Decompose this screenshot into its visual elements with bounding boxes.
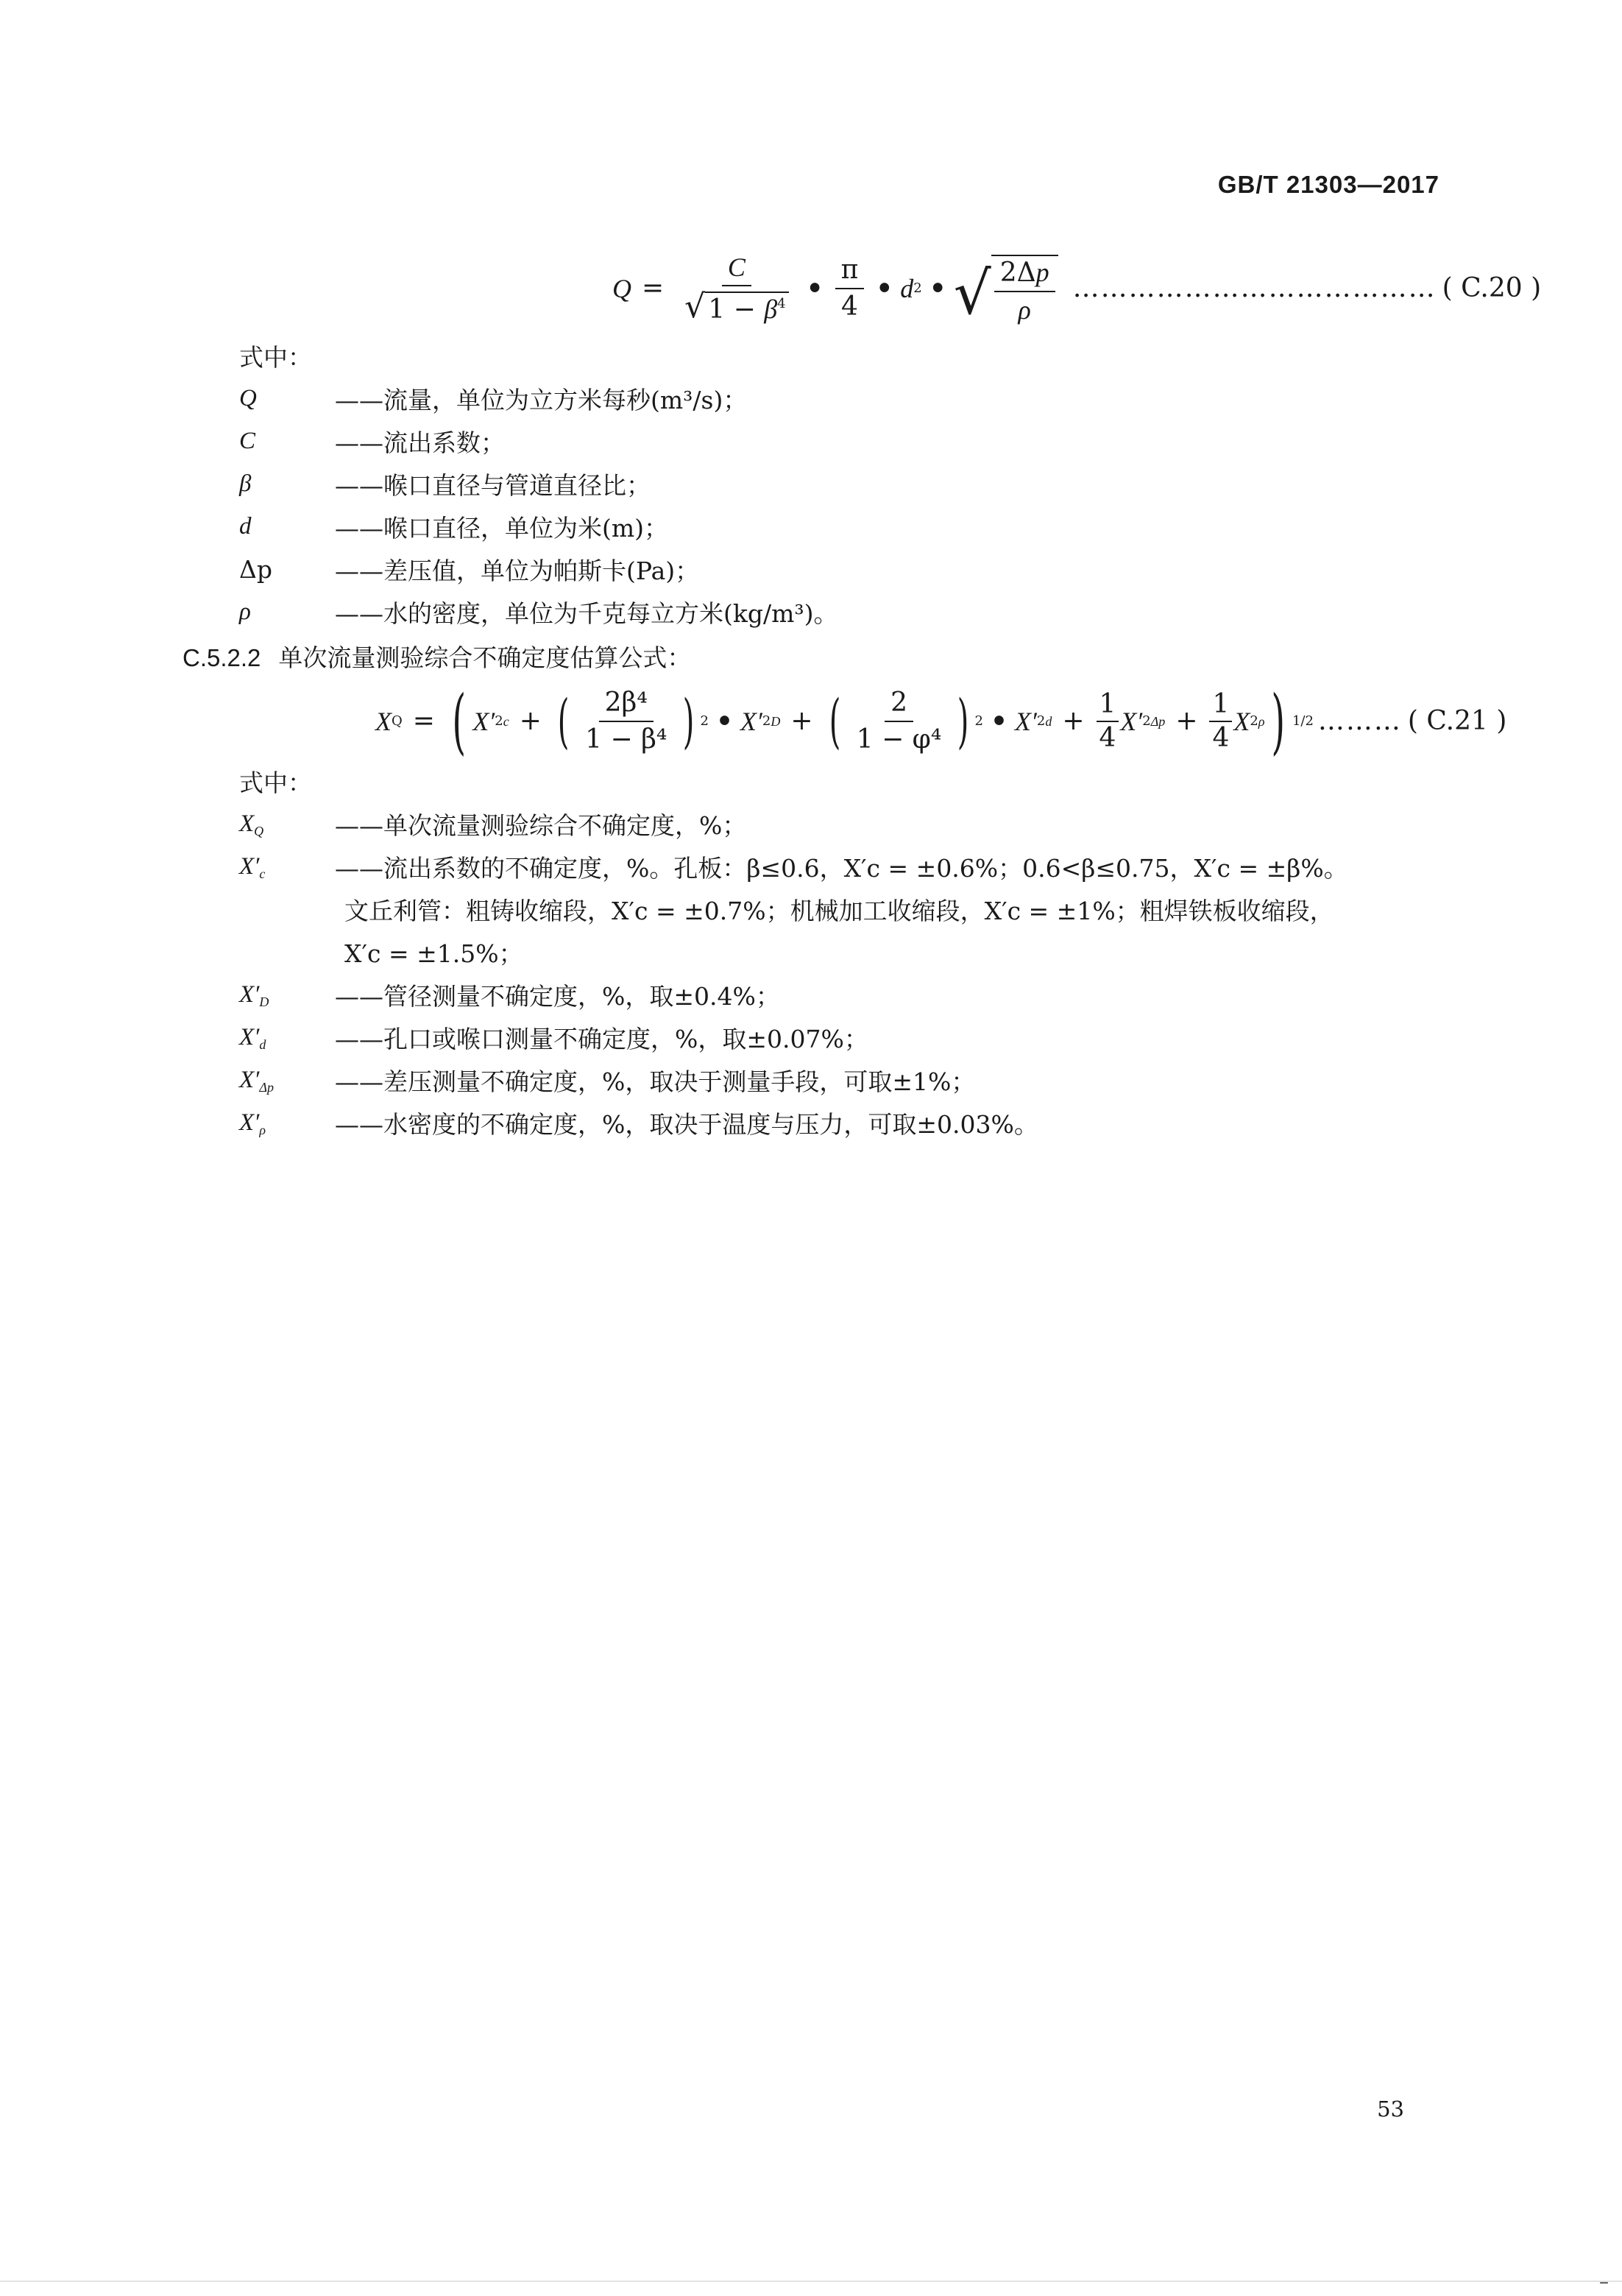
clause-title: 单次流量测验综合不确定度估算公式：: [278, 643, 692, 672]
definition-symbol: d: [239, 512, 252, 540]
definition-item: [239, 377, 838, 420]
fraction-denominator: 1 − φ⁴: [856, 724, 942, 755]
definition-item: [239, 973, 1348, 1016]
lhs-subscript: Q: [392, 713, 403, 729]
plus-sign: +: [519, 706, 542, 736]
fraction-2beta4: [579, 690, 673, 753]
definition-item: [239, 1101, 1348, 1144]
definition-symbol: [239, 1107, 335, 1138]
fraction-denominator: 4: [840, 292, 858, 322]
definition-symbol: [239, 1022, 335, 1053]
numerator-prefix: 2Δ: [999, 257, 1036, 288]
definition-continuation: [239, 930, 1348, 973]
left-paren: (: [557, 687, 570, 755]
definition-symbol: [239, 979, 335, 1010]
equals-sign: =: [642, 273, 665, 303]
fraction-denominator: 4: [1212, 723, 1230, 753]
multiply-dot: •: [715, 706, 733, 737]
multiply-dot: •: [876, 273, 893, 304]
definition-symbol: [239, 851, 335, 882]
sqrt-1-minus-beta4: [684, 288, 788, 325]
clause-heading: [183, 639, 691, 674]
symbol-base: X′: [239, 1109, 260, 1136]
symbol-sub: d: [259, 1037, 266, 1052]
exp: 2: [762, 713, 771, 729]
fraction-2dp-over-rho: [994, 259, 1055, 323]
right-paren-big: ): [1271, 680, 1286, 763]
fraction-numerator: π: [835, 257, 865, 289]
definition-text: ——流量，单位为立方米每秒(m³/s)；: [335, 385, 748, 414]
radicand: [991, 255, 1058, 323]
symbol-sub: c: [259, 866, 266, 881]
plus-sign: +: [1175, 706, 1198, 736]
fraction-denominator: [679, 286, 794, 323]
symbol-sub: ρ: [259, 1123, 266, 1137]
symbol-base: X′: [239, 981, 260, 1008]
plus-sign: +: [1062, 706, 1085, 736]
var-d: d: [900, 274, 914, 303]
symbol-base: X′: [239, 853, 260, 880]
right-paren: ): [683, 687, 695, 755]
where-label: 式中：: [239, 769, 312, 797]
left-paren-big: (: [452, 680, 467, 763]
multiply-dot: •: [929, 273, 946, 304]
definition-symbol: C: [239, 427, 256, 454]
definition-item: [239, 802, 1348, 845]
definition-text: ——喉口直径与管道直径比；: [335, 470, 651, 500]
definition-item: [239, 590, 838, 633]
multiply-dot: •: [806, 273, 824, 304]
dot-leader: ………: [1317, 706, 1402, 736]
term-xr: X: [1233, 707, 1250, 736]
left-paren: (: [829, 687, 840, 755]
fraction-denominator: ρ: [1018, 294, 1031, 325]
fraction-numerator: 1: [1209, 691, 1232, 722]
var-d-exp: 2: [913, 280, 922, 296]
radicand-var: β: [764, 294, 778, 324]
definition-item: [239, 505, 838, 548]
definition-text: ——喉口直径，单位为米(m)；: [335, 513, 669, 543]
fraction-2-over-1-phi4: [851, 690, 948, 753]
definition-item: [239, 548, 838, 590]
definition-symbol: Δp: [239, 554, 272, 584]
term-xD: X′: [740, 707, 762, 736]
definition-symbol: ρ: [239, 598, 251, 625]
symbol-base: X′: [239, 1067, 260, 1093]
fraction-pi-over-4: [835, 257, 865, 320]
definition-symbol: β: [239, 470, 252, 497]
fraction-quarter: [1209, 691, 1232, 752]
page-number: 53: [1377, 2097, 1404, 2122]
symbol-sub: D: [259, 995, 269, 1009]
term-xc: X′: [472, 707, 495, 736]
plus-sign: +: [790, 706, 813, 736]
right-paren: ): [957, 687, 969, 755]
fraction-quarter: [1097, 691, 1119, 752]
definition-text: ——差压测量不确定度，%，取决于测量手段，可取±1%；: [335, 1067, 976, 1096]
symbol-base: X′: [239, 1024, 260, 1050]
radical-sign-icon: √: [953, 258, 991, 328]
symbol-sub: Q: [254, 824, 264, 838]
outer-exp: 1/2: [1292, 713, 1314, 729]
definition-text: ——孔口或喉口测量不确定度，%，取±0.07%；: [335, 1024, 868, 1053]
sub: Δp: [1150, 714, 1166, 729]
radicand: [705, 292, 788, 323]
definition-text: ——管径测量不确定度，%，取±0.4%；: [335, 981, 780, 1011]
fraction-numerator: 2: [885, 690, 913, 722]
term-xd: X′: [1015, 707, 1037, 736]
definition-text: ——差压值，单位为帕斯卡(Pa)；: [335, 556, 700, 585]
fraction-numerator: C: [722, 254, 751, 286]
exp: 2: [495, 713, 503, 729]
sub: c: [503, 714, 509, 729]
definition-symbol: [239, 808, 335, 839]
definition-item: [239, 1016, 1348, 1059]
where-label: 式中：: [239, 343, 312, 372]
definition-text: ——水密度的不确定度，%，取决于温度与压力，可取±0.03%。: [335, 1109, 1038, 1139]
exp: 2: [1142, 713, 1151, 729]
definitions-list-1: [239, 377, 838, 633]
equation-number: ( C.21 ): [1407, 706, 1507, 736]
numerator-var: p: [1035, 257, 1049, 287]
edge-mark: –: [1599, 2271, 1609, 2293]
fraction-numerator: 2β⁴: [599, 690, 654, 722]
equation-number: ( C.20 ): [1442, 273, 1542, 303]
formula-c20: [612, 252, 1542, 328]
definitions-list-2: [239, 802, 1348, 1144]
sqrt-2dp-over-rho: [953, 255, 1058, 328]
sub: ρ: [1258, 714, 1265, 729]
exp: 2: [1250, 713, 1258, 729]
formula-lhs: X: [375, 707, 392, 736]
fraction-numerator: [994, 259, 1055, 292]
sub: D: [771, 714, 781, 729]
definition-text: ——流出系数的不确定度，%。孔板：β≤0.6，X′c = ±0.6%；0.6<β≤0.75，X′c = ±β%。: [335, 853, 1348, 883]
definition-text: ——单次流量测验综合不确定度，%；: [335, 810, 747, 840]
standard-code: GB/T 21303—2017: [1217, 171, 1439, 198]
definition-text: X′c = ±1.5%；: [344, 939, 523, 968]
radical-sign-icon: √: [684, 288, 706, 325]
term-xdp: X′: [1120, 707, 1143, 736]
definition-continuation: [239, 888, 1348, 930]
page-edge-divider: [0, 2281, 1622, 2282]
formula-c21: [375, 680, 1507, 763]
definition-item: [239, 1059, 1348, 1101]
radicand-exp: 4: [777, 296, 786, 311]
definition-text: 文丘利管：粗铸收缩段，X′c = ±0.7%；机械加工收缩段，X′c = ±1%；粗焊铁板收缩段，: [344, 896, 1334, 925]
exp: 2: [1036, 713, 1046, 729]
multiply-dot: •: [990, 706, 1007, 737]
fraction-numerator: 1: [1097, 691, 1119, 722]
formula-lhs: Q: [612, 274, 631, 303]
definition-symbol: [239, 1064, 335, 1095]
definition-item: [239, 462, 838, 505]
definition-text: ——流出系数；: [335, 428, 505, 457]
fraction-c-over-sqrt: [679, 254, 794, 323]
definition-symbol: Q: [239, 384, 257, 411]
sub: d: [1045, 714, 1052, 729]
clause-number: C.5.2.2: [183, 644, 261, 671]
equals-sign: =: [412, 706, 435, 736]
radicand-prefix: 1 −: [708, 294, 765, 325]
symbol-base: X: [239, 810, 255, 837]
definition-text: ——水的密度，单位为千克每立方米(kg/m³)。: [335, 598, 838, 628]
dot-leader: …………………………………: [1072, 273, 1437, 303]
exp: 2: [974, 713, 983, 729]
exp: 2: [700, 713, 709, 729]
symbol-sub: Δp: [259, 1080, 274, 1095]
definition-item: [239, 420, 838, 462]
definition-item: [239, 845, 1348, 888]
fraction-denominator: 4: [1099, 723, 1116, 753]
fraction-denominator: 1 − β⁴: [585, 724, 667, 755]
